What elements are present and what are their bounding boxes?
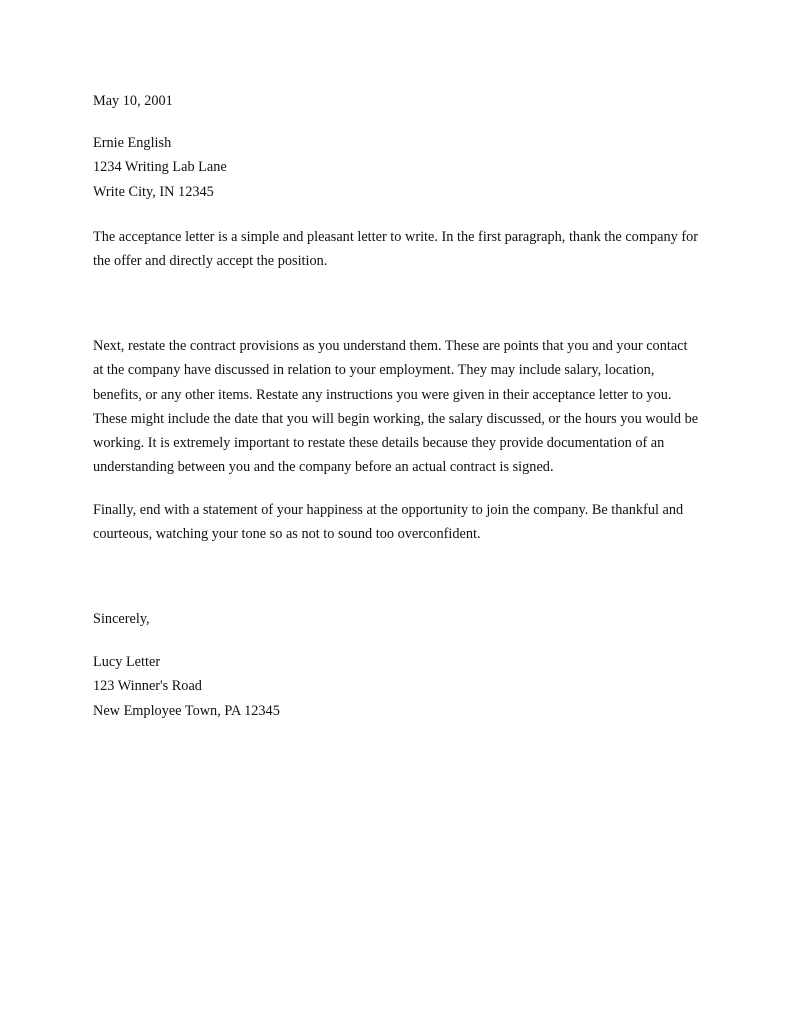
sender-street: 123 Winner's Road — [93, 678, 202, 695]
sender-city: New Employee Town, PA 12345 — [93, 702, 280, 719]
letter-closing — [93, 607, 709, 631]
body-paragraph-1 — [93, 225, 709, 274]
paragraph-line: Next, restate the contract provisions as you understand them. These are points that you and your contact — [93, 338, 688, 354]
sender-address — [93, 650, 709, 723]
recipient-address — [93, 131, 709, 204]
sender-name: Lucy Letter — [93, 654, 161, 670]
paragraph-line: courteous, watching your tone so as not to sound too overconfident. — [93, 526, 481, 543]
paragraph-line: Finally, end with a statement of your happiness at the opportunity to join the company. Be thankful and — [93, 502, 684, 518]
recipient-street: 1234 Writing Lab Lane — [93, 159, 227, 176]
paragraph-line: working. It is extremely important to restate these details because they provide documentation of an — [93, 435, 665, 452]
paragraph-line: at the company have discussed in relation to your employment. They may include salary, location, — [93, 362, 655, 379]
paragraph-line: benefits, or any other items. Restate any instructions you were given in their acceptance letter to you. — [93, 386, 672, 403]
body-paragraph-3 — [93, 498, 709, 547]
recipient-city: Write City, IN 12345 — [93, 183, 214, 200]
recipient-name: Ernie English — [93, 135, 172, 151]
date-text: May 10, 2001 — [93, 93, 173, 109]
body-paragraph-2 — [93, 334, 709, 480]
paragraph-line: the offer and directly accept the position. — [93, 253, 328, 270]
closing-text: Sincerely, — [93, 611, 150, 627]
paragraph-line: These might include the date that you will begin working, the salary discussed, or the hours you would be — [93, 410, 699, 427]
paragraph-line: understanding between you and the company before an actual contract is signed. — [93, 459, 554, 476]
paragraph-line: The acceptance letter is a simple and pleasant letter to write. In the first paragraph, thank the company for — [93, 229, 698, 245]
letter-date — [93, 89, 709, 113]
